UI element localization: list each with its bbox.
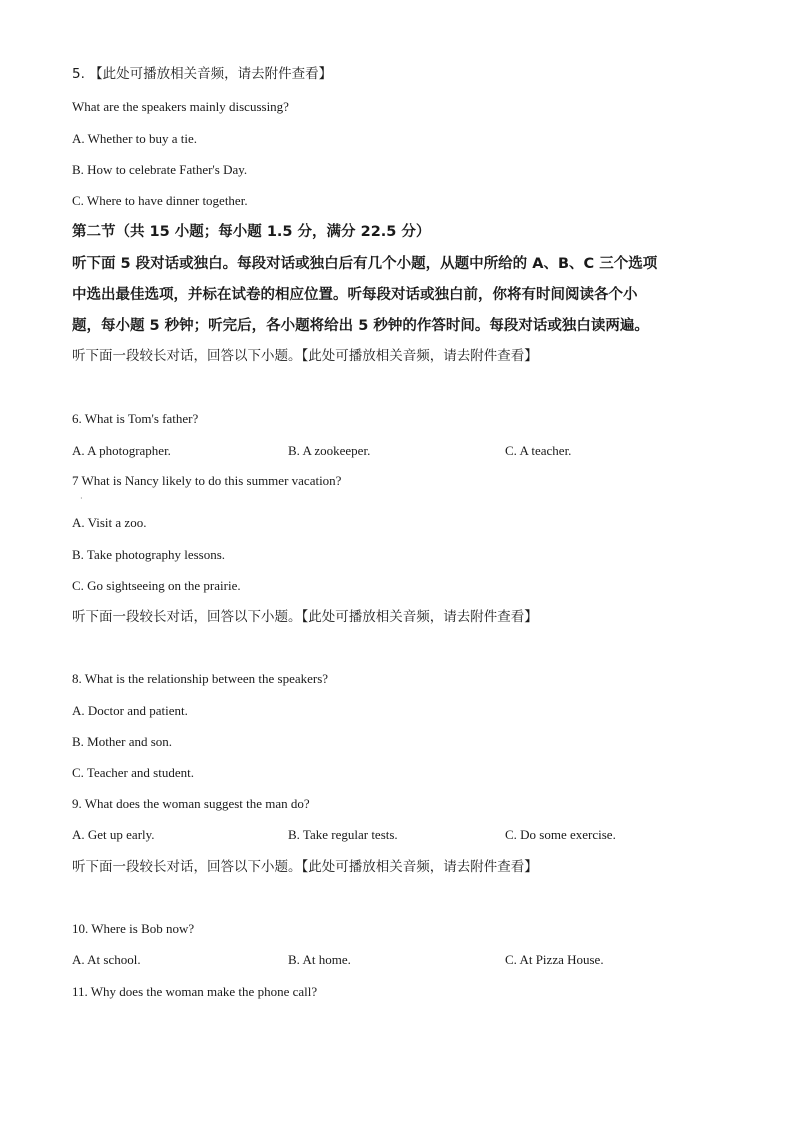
q6-question: 6. What is Tom's father? xyxy=(72,411,199,426)
q11-question: 11. Why does the woman make the phone call? xyxy=(72,984,318,999)
q7-option-c: C. Go sightseeing on the prairie. xyxy=(72,578,241,593)
q8-option-a: A. Doctor and patient. xyxy=(72,703,188,718)
q10-option-a: A. At school. xyxy=(72,952,141,967)
q9-option-a: A. Get up early. xyxy=(72,827,155,842)
q10-option-c: C. At Pizza House. xyxy=(505,952,604,967)
q9-option-c: C. Do some exercise. xyxy=(505,827,616,842)
q5-option-a: A. Whether to buy a tie. xyxy=(72,131,198,146)
audio-note-1: 听下面一段较长对话，回答以下小题。【此处可播放相关音频，请去附件查看】 xyxy=(72,348,538,364)
q7-question: 7 What is Nancy likely to do this summer vacation? xyxy=(72,473,342,488)
stray-dot: · xyxy=(80,494,83,503)
section-instructions-line-1: 听下面 5 段对话或独白。每段对话或独白后有几个小题，从题中所给的 A、B、C 三个选项 xyxy=(72,256,658,272)
q6-option-c: C. A teacher. xyxy=(505,443,572,458)
q6-option-a: A. A photographer. xyxy=(72,443,171,458)
q8-option-c: C. Teacher and student. xyxy=(72,765,194,780)
q8-question: 8. What is the relationship between the speakers? xyxy=(72,671,329,686)
q5-option-c: C. Where to have dinner together. xyxy=(72,193,248,208)
q5-heading: 5. 【此处可播放相关音频，请去附件查看】 xyxy=(72,66,333,82)
q6-option-b: B. A zookeeper. xyxy=(288,443,371,458)
q7-option-a: A. Visit a zoo. xyxy=(72,515,147,530)
section-instructions-line-3: 题，每小题 5 秒钟；听完后，各小题将给出 5 秒钟的作答时间。每段对话或独白读两遍。 xyxy=(72,318,649,334)
audio-note-2: 听下面一段较长对话，回答以下小题。【此处可播放相关音频，请去附件查看】 xyxy=(72,609,538,625)
q10-question: 10. Where is Bob now? xyxy=(72,921,195,936)
section-instructions-line-2: 中选出最佳选项，并标在试卷的相应位置。听每段对话或独白前，你将有时间阅读各个小 xyxy=(72,287,638,303)
q5-option-b: B. How to celebrate Father's Day. xyxy=(72,162,248,177)
q9-option-b: B. Take regular tests. xyxy=(288,827,398,842)
section-title: 第二节（共 15 小题；每小题 1.5 分，满分 22.5 分） xyxy=(72,224,431,240)
q5-question: What are the speakers mainly discussing? xyxy=(72,99,289,114)
audio-note-3: 听下面一段较长对话，回答以下小题。【此处可播放相关音频，请去附件查看】 xyxy=(72,859,538,875)
q10-option-b: B. At home. xyxy=(288,952,351,967)
q9-question: 9. What does the woman suggest the man do? xyxy=(72,796,310,811)
q7-option-b: B. Take photography lessons. xyxy=(72,547,226,562)
q8-option-b: B. Mother and son. xyxy=(72,734,173,749)
